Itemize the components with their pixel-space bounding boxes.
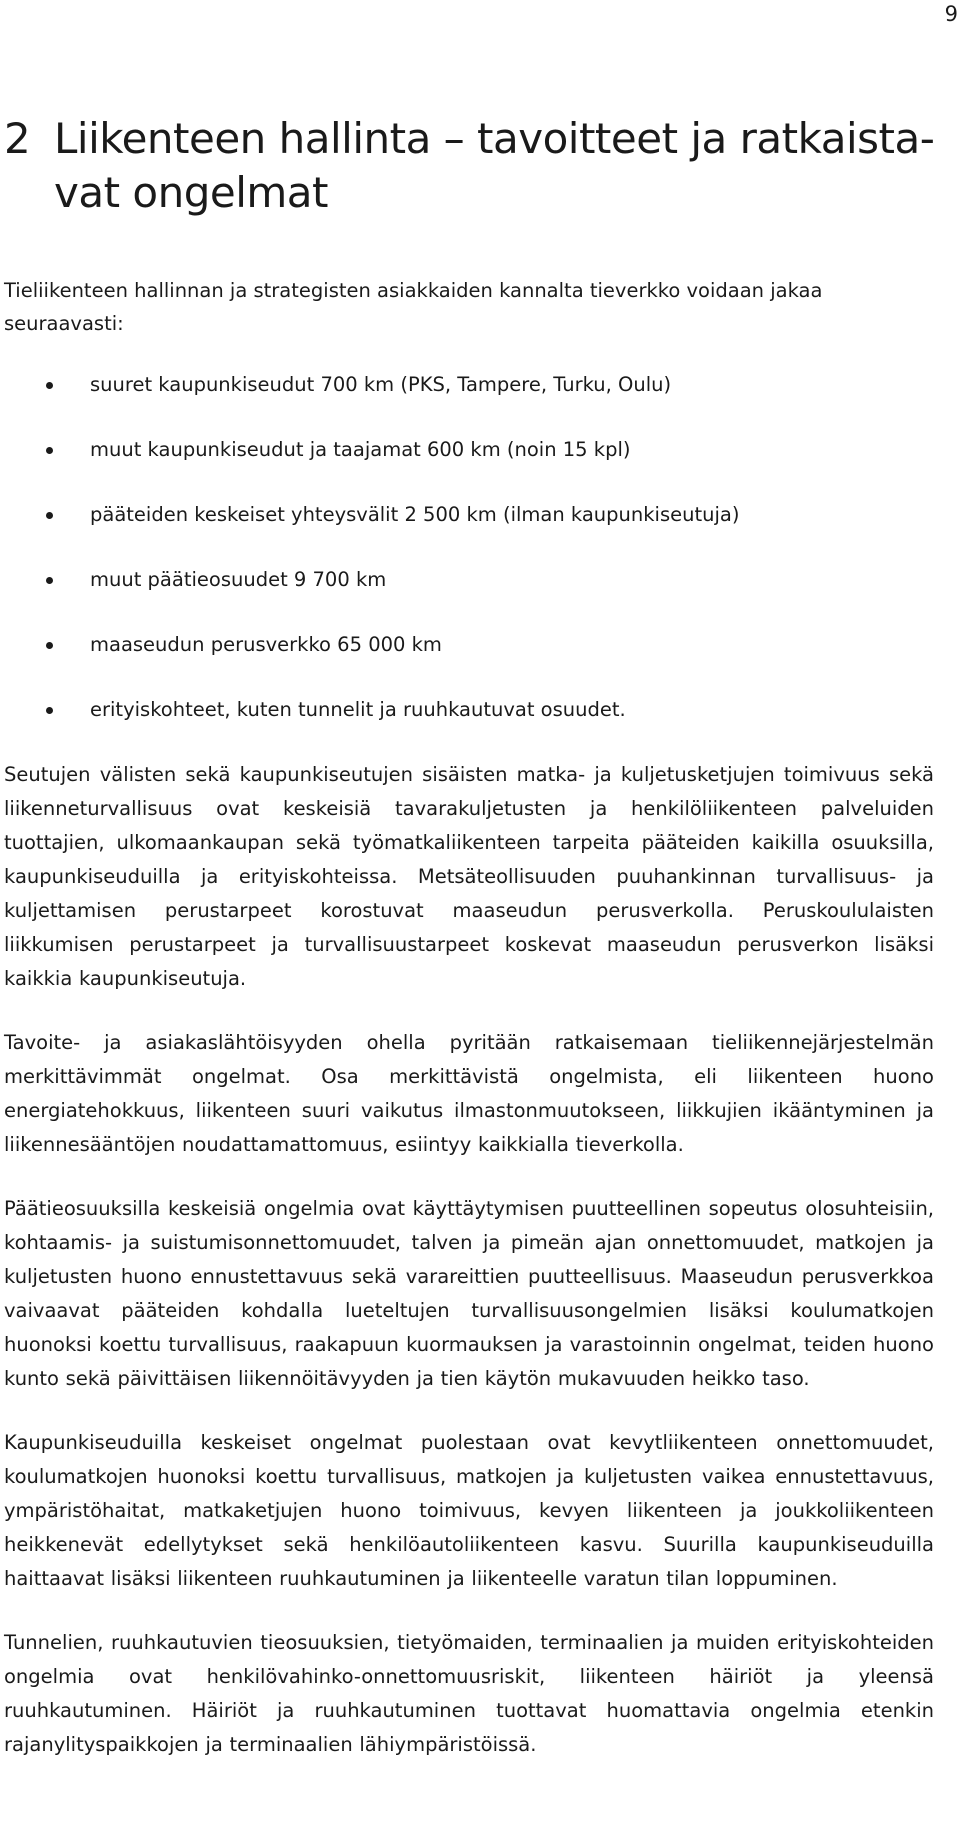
- page-number: 9: [944, 2, 958, 26]
- list-item-label: pääteiden keskeiset yhteysvälit 2 500 km (ilman kaupunkiseutuja): [90, 503, 740, 526]
- list-item-label: maaseudun perusverkko 65 000 km: [90, 633, 442, 656]
- list-item: [0, 368, 940, 433]
- bullet-icon: [46, 382, 53, 389]
- road-network-list: [0, 368, 940, 758]
- section-title: Liikenteen hallinta – tavoitteet ja ratkaistavat ongelmat: [54, 114, 935, 217]
- bullet-icon: [46, 512, 53, 519]
- body-paragraph: Tunnelien, ruuhkautuvien tieosuuksien, tietyömaiden, terminaalien ja muiden erityiskohteiden ongelmia ovat henkilövahinko-onnettomuusriskit, liikenteen häiriöt ja yleensä ruuhkautuminen. Häiriöt ja ruuhkautuminen tuottavat huomattavia ongelmia etenkin rajanylityspaikkojen ja terminaalien lähiympäristöissä.: [4, 1631, 934, 1756]
- body-paragraph: Tavoite- ja asiakaslähtöisyyden ohella pyritään ratkaisemaan tieliikennejärjestelmän merkittävimmät ongelmat. Osa merkittävistä ongelmista, eli liikenteen huono energiatehokkuus, liikenteen suuri vaikutus ilmastonmuutokseen, liikkujien ikääntyminen ja liikennesääntöjen noudattamattomuus, esiintyy kaikkialla tieverkolla.: [4, 1031, 934, 1156]
- bullet-icon: [46, 447, 53, 454]
- bullet-icon: [46, 707, 53, 714]
- bullet-icon: [46, 577, 53, 584]
- section-number: 2: [4, 114, 31, 163]
- list-item: [0, 563, 940, 628]
- intro-paragraph: Tieliikenteen hallinnan ja strategisten asiakkaiden kannalta tieverkko voidaan jakaa seuraavasti:: [4, 279, 823, 335]
- body-paragraph: Päätieosuuksilla keskeisiä ongelmia ovat käyttäytymisen puutteellinen sopeutus olosuhteisiin, kohtaamis- ja suistumisonnettomuudet, talven ja pimeän ajan onnettomuudet, matkojen ja kuljetusten huono ennustettavuus sekä varareittien puutteellisuus. Maaseudun perusverkkoa vaivaavat pääteiden kohdalla lueteltujen turvallisuusongelmien lisäksi koulumatkojen huonoksi koettu turvallisuus, raakapuun kuormauksen ja varastoinnin ongelmat, teiden huono kunto sekä päivittäisen liikennöitävyyden ja tien käytön mukavuuden heikko taso.: [4, 1197, 934, 1390]
- list-item: [0, 628, 940, 693]
- bullet-icon: [46, 642, 53, 649]
- list-item-label: muut kaupunkiseudut ja taajamat 600 km (noin 15 kpl): [90, 438, 631, 461]
- section-heading: [4, 112, 944, 220]
- list-item-label: muut päätieosuudet 9 700 km: [90, 568, 387, 591]
- body-paragraph: Seutujen välisten sekä kaupunkiseutujen sisäisten matka- ja kuljetusketjujen toimivuus sekä liikenneturvallisuus ovat keskeisiä tavarakuljetusten ja henkilöliikenteen palveluiden tuottajien, ulkomaankaupan sekä työmatkaliikenteen tarpeita pääteiden kaikilla osuuksilla, kaupunkiseuduilla ja erityiskohteissa. Metsäteollisuuden puuhankinnan turvallisuus- ja kuljettamisen perustarpeet korostuvat maaseudun perusverkolla. Peruskoululaisten liikkumisen perustarpeet ja turvallisuustarpeet koskevat maaseudun perusverkon lisäksi kaikkia kaupunkiseutuja.: [4, 763, 934, 990]
- body-paragraph: Kaupunkiseuduilla keskeiset ongelmat puolestaan ovat kevytliikenteen onnettomuudet, koulumatkojen huonoksi koettu turvallisuus, matkojen ja kuljetusten vaikea ennustettavuus, ympäristöhaitat, matkaketjujen huono toimivuus, kevyen liikenteen ja joukkoliikenteen heikkenevät edellytykset sekä henkilöautoliikenteen kasvu. Suurilla kaupunkiseuduilla haittaavat lisäksi liikenteen ruuhkautuminen ja liikenteelle varatun tilan loppuminen.: [4, 1431, 934, 1590]
- list-item-label: erityiskohteet, kuten tunnelit ja ruuhkautuvat osuudet.: [90, 698, 626, 721]
- list-item: [0, 433, 940, 498]
- list-item: [0, 498, 940, 563]
- list-item-label: suuret kaupunkiseudut 700 km (PKS, Tampere, Turku, Oulu): [90, 373, 672, 396]
- list-item: [0, 693, 940, 758]
